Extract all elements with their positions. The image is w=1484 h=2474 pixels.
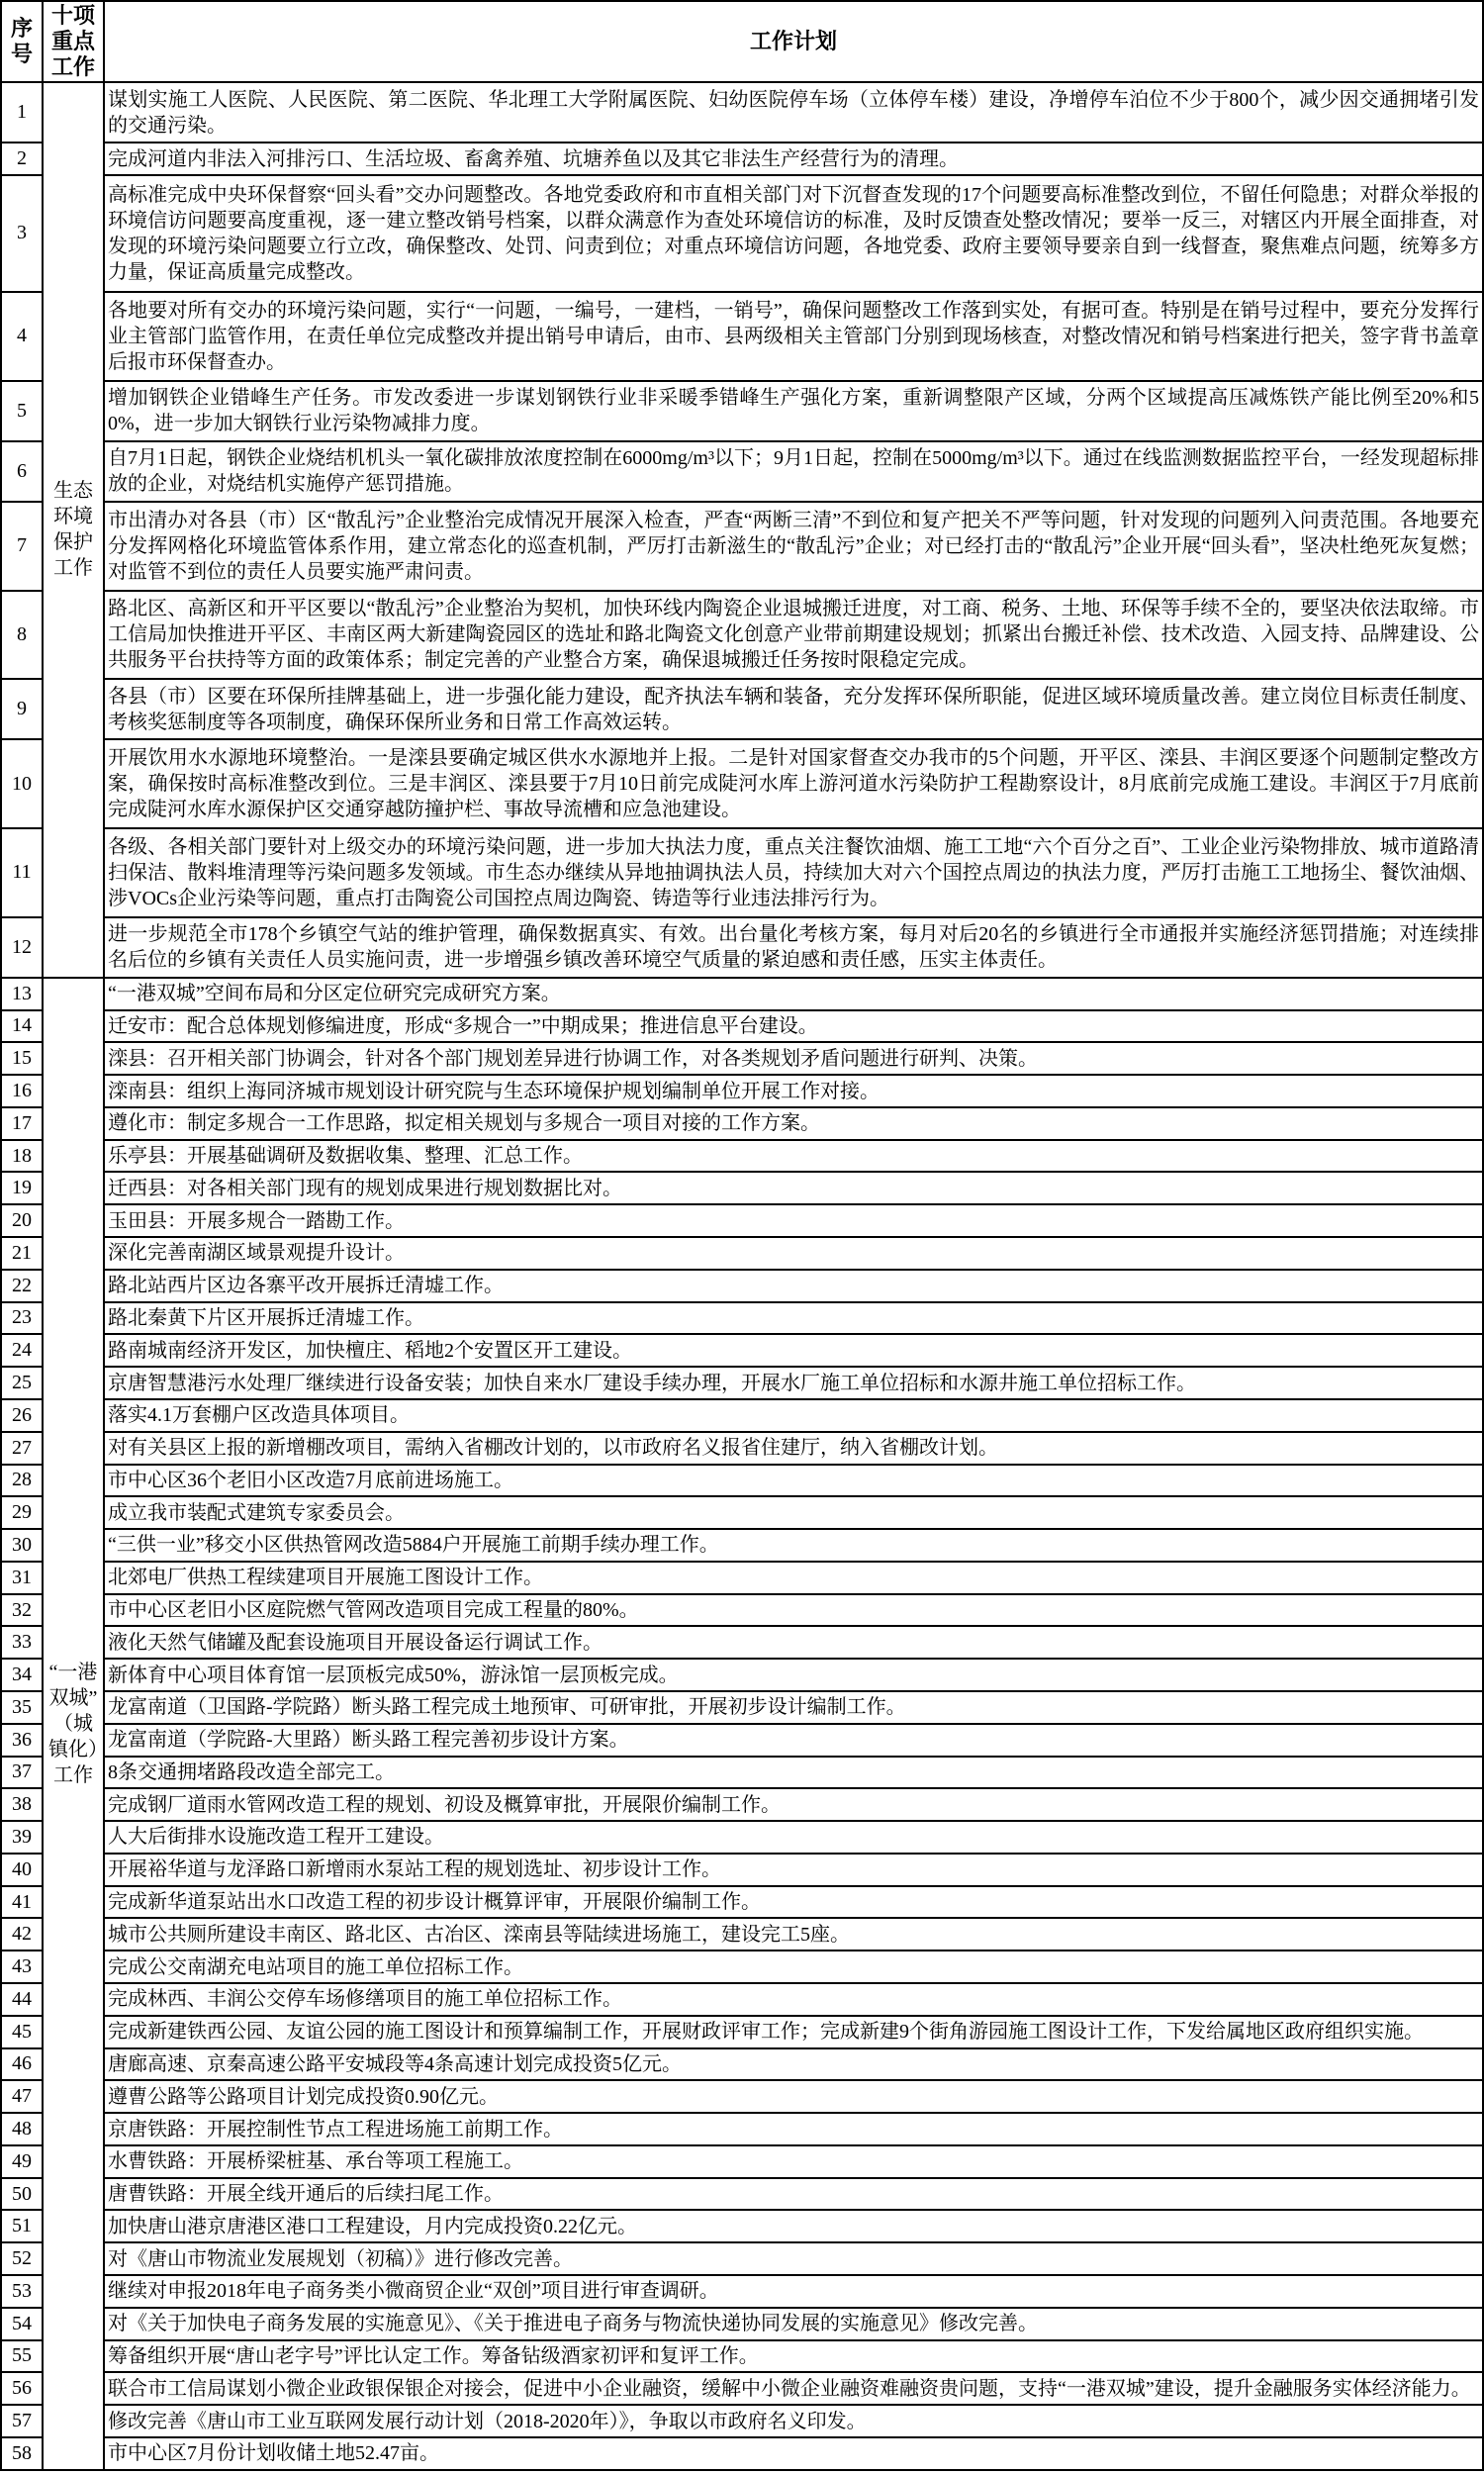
work-plan-cell: 完成新建铁西公园、友谊公园的施工图设计和预算编制工作，开展财政评审工作；完成新建9个街角游园施工图设计工作，下发给属地区政府组织实施。 (104, 2016, 1483, 2048)
table-row (1, 2145, 1483, 2178)
table-row (1, 1367, 1483, 1399)
table-row (1, 1172, 1483, 1204)
work-plan-cell: 新体育中心项目体育馆一层顶板完成50%，游泳馆一层顶板完成。 (104, 1659, 1483, 1691)
table-row (1, 1496, 1483, 1529)
row-serial-number: 11 (1, 828, 43, 917)
table-row (1, 739, 1483, 828)
work-plan-cell: 人大后街排水设施改造工程开工建设。 (104, 1821, 1483, 1854)
work-plan-cell: 对有关县区上报的新增棚改项目，需纳入省棚改计划的，以市政府名义报省住建厅，纳入省棚改计划。 (104, 1432, 1483, 1465)
work-plan-cell: 路北站西片区边各寨平改开展拆迁清墟工作。 (104, 1270, 1483, 1302)
table-row (1, 1659, 1483, 1691)
key-work-category-cell: “一港双城”（城镇化）工作 (43, 978, 104, 2470)
work-plan-cell: 完成钢厂道雨水管网改造工程的规划、初设及概算审批，开展限价编制工作。 (104, 1788, 1483, 1821)
work-plan-cell: 加快唐山港京唐港区港口工程建设，月内完成投资0.22亿元。 (104, 2210, 1483, 2242)
work-plan-cell: 市出清办对各县（市）区“散乱污”企业整治完成情况开展深入检查，严查“两断三清”不到位和复产把关不严等问题，针对发现的问题列入问责范围。各地要充分发挥网格化环境监管体系作用，建立常态化的巡查机制，严厉打击新滋生的“散乱污”企业；对已经打击的“散乱污”企业开展“回头看”，坚决杜绝死灰复燃；对监管不到位的责任人员要实施严肃问责。 (104, 502, 1483, 591)
row-serial-number: 31 (1, 1562, 43, 1594)
work-plan-cell: 深化完善南湖区域景观提升设计。 (104, 1237, 1483, 1270)
work-plan-cell: 开展饮用水水源地环境整治。一是滦县要确定城区供水水源地并上报。二是针对国家督查交办我市的5个问题，开平区、滦县、丰润区要逐个问题制定整改方案，确保按时高标准整改到位。三是丰润区、滦县要于7月10日前完成陡河水库上游河道水污染防护工程勘察设计，8月底前完成施工建设。丰润区于7月底前完成陡河水库水源保护区交通穿越防撞护栏、事故导流槽和应急池建设。 (104, 739, 1483, 828)
row-serial-number: 43 (1, 1951, 43, 1983)
row-serial-number: 45 (1, 2016, 43, 2048)
table-row (1, 1821, 1483, 1854)
row-serial-number: 42 (1, 1918, 43, 1951)
table-row (1, 1010, 1483, 1043)
row-serial-number: 46 (1, 2048, 43, 2081)
work-plan-cell: 市中心区老旧小区庭院燃气管网改造项目完成工程量的80%。 (104, 1594, 1483, 1627)
table-row (1, 2210, 1483, 2242)
row-serial-number: 32 (1, 1594, 43, 1627)
work-plan-cell: 修改完善《唐山市工业互联网发展行动计划（2018-2020年）》，争取以市政府名义印发。 (104, 2405, 1483, 2437)
table-row (1, 1951, 1483, 1983)
work-plan-cell: 京唐铁路：开展控制性节点工程进场施工前期工作。 (104, 2113, 1483, 2145)
work-plan-cell: 完成公交南湖充电站项目的施工单位招标工作。 (104, 1951, 1483, 1983)
table-row (1, 1302, 1483, 1335)
row-serial-number: 44 (1, 1983, 43, 2016)
work-plan-cell: “三供一业”移交小区供热管网改造5884户开展施工前期手续办理工作。 (104, 1529, 1483, 1562)
row-serial-number: 40 (1, 1854, 43, 1886)
row-serial-number: 24 (1, 1334, 43, 1367)
work-plan-cell: 市中心区7月份计划收储土地52.47亩。 (104, 2437, 1483, 2470)
table-row (1, 1886, 1483, 1919)
row-serial-number: 39 (1, 1821, 43, 1854)
work-plan-cell: 自7月1日起，钢铁企业烧结机机头一氧化碳排放浓度控制在6000mg/m³以下；9月1日起，控制在5000mg/m³以下。通过在线监测数据监控平台，一经发现超标排放的企业，对烧结机实施停产惩罚措施。 (104, 441, 1483, 502)
work-plan-cell: 龙富南道（学院路-大里路）断头路工程完善初步设计方案。 (104, 1724, 1483, 1757)
work-plan-cell: 增加钢铁企业错峰生产任务。市发改委进一步谋划钢铁行业非采暖季错峰生产强化方案，重新调整限产区域，分两个区域提高压减炼铁产能比例至20%和50%，进一步加大钢铁行业污染物减排力度。 (104, 381, 1483, 441)
row-serial-number: 9 (1, 679, 43, 739)
row-serial-number: 58 (1, 2437, 43, 2470)
table-row (1, 1204, 1483, 1237)
table-row (1, 2372, 1483, 2405)
work-plan-cell: 北郊电厂供热工程续建项目开展施工图设计工作。 (104, 1562, 1483, 1594)
table-row (1, 2178, 1483, 2211)
row-serial-number: 51 (1, 2210, 43, 2242)
table-row (1, 1918, 1483, 1951)
table-row (1, 679, 1483, 739)
row-serial-number: 49 (1, 2145, 43, 2178)
row-serial-number: 4 (1, 292, 43, 381)
work-plan-cell: 城市公共厕所建设丰南区、路北区、古冶区、滦南县等陆续进场施工，建设完工5座。 (104, 1918, 1483, 1951)
table-row (1, 2275, 1483, 2308)
row-serial-number: 33 (1, 1626, 43, 1659)
work-plan-cell: 水曹铁路：开展桥梁桩基、承台等项工程施工。 (104, 2145, 1483, 2178)
table-row (1, 1983, 1483, 2016)
row-serial-number: 26 (1, 1399, 43, 1432)
table-row (1, 1334, 1483, 1367)
work-plan-cell: 龙富南道（卫国路-学院路）断头路工程完成土地预审、可研审批，开展初步设计编制工作。 (104, 1691, 1483, 1724)
work-plan-cell: 对《唐山市物流业发展规划（初稿）》进行修改完善。 (104, 2242, 1483, 2275)
work-plan-cell: 唐廊高速、京秦高速公路平安城段等4条高速计划完成投资5亿元。 (104, 2048, 1483, 2081)
row-serial-number: 22 (1, 1270, 43, 1302)
row-serial-number: 41 (1, 1886, 43, 1919)
table-row (1, 1788, 1483, 1821)
row-serial-number: 6 (1, 441, 43, 502)
row-serial-number: 1 (1, 82, 43, 143)
row-serial-number: 21 (1, 1237, 43, 1270)
row-serial-number: 17 (1, 1107, 43, 1140)
key-work-category-cell: 生态环境保护工作 (43, 82, 104, 978)
header-serial-number: 序号 (1, 1, 43, 82)
work-plan-table-body (1, 82, 1483, 2470)
work-plan-cell: 路南城南经济开发区，加快檀庄、稻地2个安置区开工建设。 (104, 1334, 1483, 1367)
work-plan-cell: 落实4.1万套棚户区改造具体项目。 (104, 1399, 1483, 1432)
work-plan-cell: 谋划实施工人医院、人民医院、第二医院、华北理工大学附属医院、妇幼医院停车场（立体停车楼）建设，净增停车泊位不少于800个，减少因交通拥堵引发的交通污染。 (104, 82, 1483, 143)
table-row (1, 2340, 1483, 2373)
row-serial-number: 7 (1, 502, 43, 591)
table-row (1, 82, 1483, 143)
work-plan-cell: 遵化市：制定多规合一工作思路，拟定相关规划与多规合一项目对接的工作方案。 (104, 1107, 1483, 1140)
work-plan-cell: 市中心区36个老旧小区改造7月底前进场施工。 (104, 1465, 1483, 1497)
row-serial-number: 57 (1, 2405, 43, 2437)
table-row (1, 2113, 1483, 2145)
row-serial-number: 48 (1, 2113, 43, 2145)
row-serial-number: 54 (1, 2308, 43, 2340)
row-serial-number: 10 (1, 739, 43, 828)
row-serial-number: 38 (1, 1788, 43, 1821)
work-plan-cell: 进一步规范全市178个乡镇空气站的维护管理，确保数据真实、有效。出台量化考核方案，每月对后20名的乡镇进行全市通报并实施经济惩罚措施；对连续排名后位的乡镇有关责任人员实施问责，进一步增强乡镇改善环境空气质量的紧迫感和责任感，压实主体责任。 (104, 917, 1483, 978)
row-serial-number: 34 (1, 1659, 43, 1691)
table-row (1, 441, 1483, 502)
row-serial-number: 12 (1, 917, 43, 978)
table-row (1, 143, 1483, 175)
table-row (1, 1691, 1483, 1724)
table-row (1, 2048, 1483, 2081)
table-row (1, 917, 1483, 978)
table-row (1, 978, 1483, 1010)
work-plan-cell: 乐亭县：开展基础调研及数据收集、整理、汇总工作。 (104, 1140, 1483, 1173)
table-row (1, 381, 1483, 441)
row-serial-number: 8 (1, 591, 43, 680)
table-row (1, 502, 1483, 591)
table-row (1, 2016, 1483, 2048)
row-serial-number: 16 (1, 1075, 43, 1107)
work-plan-cell: 各县（市）区要在环保所挂牌基础上，进一步强化能力建设，配齐执法车辆和装备，充分发挥环保所职能，促进区域环境质量改善。建立岗位目标责任制度、考核奖惩制度等各项制度，确保环保所业务和日常工作高效运转。 (104, 679, 1483, 739)
table-row (1, 1432, 1483, 1465)
table-row (1, 1270, 1483, 1302)
row-serial-number: 52 (1, 2242, 43, 2275)
row-serial-number: 29 (1, 1496, 43, 1529)
table-row (1, 2080, 1483, 2113)
work-plan-cell: 迁安市：配合总体规划修编进度，形成“多规合一”中期成果；推进信息平台建设。 (104, 1010, 1483, 1043)
table-row (1, 1075, 1483, 1107)
table-row (1, 1140, 1483, 1173)
row-serial-number: 18 (1, 1140, 43, 1173)
table-row (1, 1465, 1483, 1497)
header-row (1, 1, 1483, 82)
row-serial-number: 27 (1, 1432, 43, 1465)
table-row (1, 292, 1483, 381)
row-serial-number: 37 (1, 1757, 43, 1789)
header-key-work-category: 十项重点工作 (43, 1, 104, 82)
row-serial-number: 15 (1, 1042, 43, 1075)
row-serial-number: 35 (1, 1691, 43, 1724)
work-plan-cell: 遵曹公路等公路项目计划完成投资0.90亿元。 (104, 2080, 1483, 2113)
row-serial-number: 25 (1, 1367, 43, 1399)
table-row (1, 591, 1483, 680)
table-row (1, 2242, 1483, 2275)
work-plan-cell: 京唐智慧港污水处理厂继续进行设备安装；加快自来水厂建设手续办理，开展水厂施工单位招标和水源井施工单位招标工作。 (104, 1367, 1483, 1399)
row-serial-number: 23 (1, 1302, 43, 1335)
table-row (1, 2405, 1483, 2437)
work-plan-cell: 滦县：召开相关部门协调会，针对各个部门规划差异进行协调工作，对各类规划矛盾问题进行研判、决策。 (104, 1042, 1483, 1075)
work-plan-cell: 完成新华道泵站出水口改造工程的初步设计概算评审，开展限价编制工作。 (104, 1886, 1483, 1919)
row-serial-number: 50 (1, 2178, 43, 2211)
work-plan-cell: 完成林西、丰润公交停车场修缮项目的施工单位招标工作。 (104, 1983, 1483, 2016)
work-plan-cell: 高标准完成中央环保督察“回头看”交办问题整改。各地党委政府和市直相关部门对下沉督查发现的17个问题要高标准整改到位，不留任何隐患；对群众举报的环境信访问题要高度重视，逐一建立整改销号档案，以群众满意作为查处环境信访的标准，及时反馈查处整改情况；要举一反三，对辖区内开展全面排查，对发现的环境污染问题要立行立改，确保整改、处罚、问责到位；对重点环境信访问题，各地党委、政府主要领导要亲自到一线督查，聚焦难点问题，统筹多方力量，保证高质量完成整改。 (104, 175, 1483, 292)
table-row (1, 1237, 1483, 1270)
table-row (1, 828, 1483, 917)
header-work-plan: 工作计划 (104, 1, 1483, 82)
table-row (1, 1107, 1483, 1140)
table-row (1, 1757, 1483, 1789)
work-plan-cell: 筹备组织开展“唐山老字号”评比认定工作。筹备钻级酒家初评和复评工作。 (104, 2340, 1483, 2373)
work-plan-cell: 液化天然气储罐及配套设施项目开展设备运行调试工作。 (104, 1626, 1483, 1659)
row-serial-number: 5 (1, 381, 43, 441)
row-serial-number: 53 (1, 2275, 43, 2308)
work-plan-cell: 迁西县：对各相关部门现有的规划成果进行规划数据比对。 (104, 1172, 1483, 1204)
work-plan-cell: 路北秦黄下片区开展拆迁清墟工作。 (104, 1302, 1483, 1335)
row-serial-number: 56 (1, 2372, 43, 2405)
work-plan-cell: 路北区、高新区和开平区要以“散乱污”企业整治为契机，加快环线内陶瓷企业退城搬迁进度，对工商、税务、土地、环保等手续不全的，要坚决依法取缔。市工信局加快推进开平区、丰南区两大新建陶瓷园区的选址和路北陶瓷文化创意产业带前期建设规划；抓紧出台搬迁补偿、技术改造、入园支持、品牌建设、公共服务平台扶持等方面的政策体系；制定完善的产业整合方案，确保退城搬迁任务按时限稳定完成。 (104, 591, 1483, 680)
table-row (1, 1562, 1483, 1594)
work-plan-cell: 完成河道内非法入河排污口、生活垃圾、畜禽养殖、坑塘养鱼以及其它非法生产经营行为的清理。 (104, 143, 1483, 175)
work-plan-cell: 各地要对所有交办的环境污染问题，实行“一问题，一编号，一建档，一销号”，确保问题整改工作落到实处，有据可查。特别是在销号过程中，要充分发挥行业主管部门监管作用，在责任单位完成整改并提出销号申请后，由市、县两级相关主管部门分别到现场核查，对整改情况和销号档案进行把关，签字背书盖章后报市环保督查办。 (104, 292, 1483, 381)
row-serial-number: 36 (1, 1724, 43, 1757)
work-plan-cell: 对《关于加快电子商务发展的实施意见》、《关于推进电子商务与物流快递协同发展的实施意见》修改完善。 (104, 2308, 1483, 2340)
table-row (1, 1854, 1483, 1886)
table-row (1, 1042, 1483, 1075)
table-row (1, 1724, 1483, 1757)
work-plan-cell: 成立我市装配式建筑专家委员会。 (104, 1496, 1483, 1529)
row-serial-number: 30 (1, 1529, 43, 1562)
table-row (1, 2308, 1483, 2340)
row-serial-number: 47 (1, 2080, 43, 2113)
row-serial-number: 13 (1, 978, 43, 1010)
row-serial-number: 28 (1, 1465, 43, 1497)
table-row (1, 1594, 1483, 1627)
row-serial-number: 20 (1, 1204, 43, 1237)
work-plan-cell: 各级、各相关部门要针对上级交办的环境污染问题，进一步加大执法力度，重点关注餐饮油烟、施工工地“六个百分之百”、工业企业污染物排放、城市道路清扫保洁、散料堆清理等污染问题多发领域。市生态办继续从异地抽调执法人员，持续加大对六个国控点周边的执法力度，严厉打击施工工地扬尘、餐饮油烟、涉VOCs企业污染等问题，重点打击陶瓷公司国控点周边陶瓷、铸造等行业违法排污行为。 (104, 828, 1483, 917)
work-plan-cell: 开展裕华道与龙泽路口新增雨水泵站工程的规划选址、初步设计工作。 (104, 1854, 1483, 1886)
work-plan-cell: 玉田县：开展多规合一踏勘工作。 (104, 1204, 1483, 1237)
work-plan-cell: 滦南县：组织上海同济城市规划设计研究院与生态环境保护规划编制单位开展工作对接。 (104, 1075, 1483, 1107)
table-row (1, 2437, 1483, 2470)
table-row (1, 1529, 1483, 1562)
table-row (1, 175, 1483, 292)
table-row (1, 1399, 1483, 1432)
row-serial-number: 19 (1, 1172, 43, 1204)
row-serial-number: 14 (1, 1010, 43, 1043)
work-plan-cell: 8条交通拥堵路段改造全部完工。 (104, 1757, 1483, 1789)
table-row (1, 1626, 1483, 1659)
row-serial-number: 2 (1, 143, 43, 175)
work-plan-cell: 联合市工信局谋划小微企业政银保银企对接会，促进中小企业融资，缓解中小微企业融资难融资贵问题，支持“一港双城”建设，提升金融服务实体经济能力。 (104, 2372, 1483, 2405)
work-plan-cell: 唐曹铁路：开展全线开通后的后续扫尾工作。 (104, 2178, 1483, 2211)
row-serial-number: 3 (1, 175, 43, 292)
row-serial-number: 55 (1, 2340, 43, 2373)
work-plan-cell: 继续对申报2018年电子商务类小微商贸企业“双创”项目进行审查调研。 (104, 2275, 1483, 2308)
work-plan-cell: “一港双城”空间布局和分区定位研究完成研究方案。 (104, 978, 1483, 1010)
